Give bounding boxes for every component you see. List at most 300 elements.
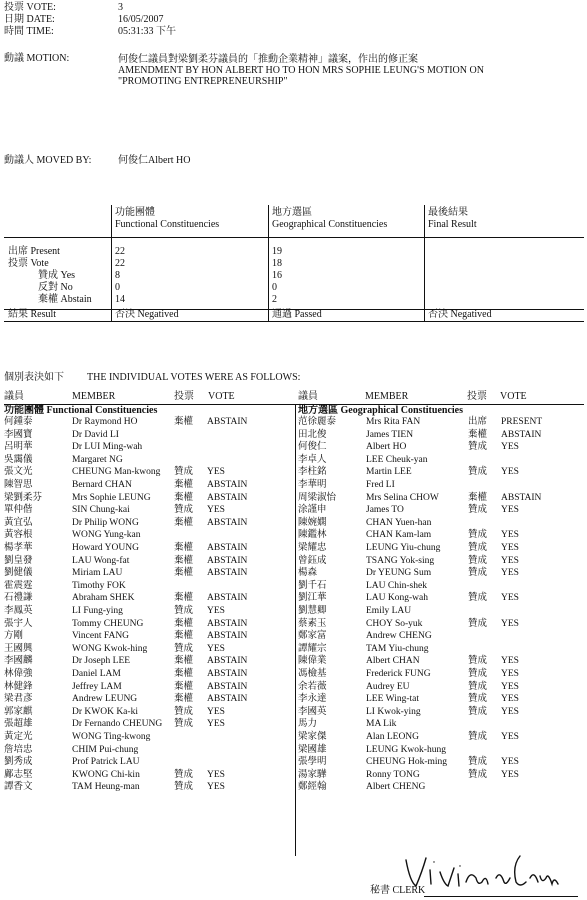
vote-zh: 棄權 (174, 694, 194, 705)
vote-zh: 贊成 (468, 669, 488, 679)
member-name-en: Dr KWOK Ka-ki (72, 706, 138, 717)
member-name-zh: 吳靄儀 (4, 454, 33, 465)
member-vote-row (298, 582, 583, 594)
result-gc-value: 19 (272, 246, 282, 257)
vote-zh: 贊成 (174, 643, 194, 654)
member-vote-row (298, 632, 583, 644)
member-name-en: WONG Ting-kwong (72, 732, 151, 742)
member-vote-row (298, 494, 583, 506)
vote-en: YES (501, 656, 519, 667)
moved-by-label: 動議人 MOVED BY: (4, 155, 92, 166)
result-fc-value: 0 (115, 282, 120, 293)
member-name-en: Albert CHAN (366, 656, 420, 667)
col-header-final-en: Final Result (428, 219, 477, 230)
member-name-zh: 梁君彥 (4, 694, 33, 705)
vote-zh: 贊成 (174, 706, 194, 717)
member-vote-row (298, 683, 583, 695)
member-name-en: Howard YOUNG (72, 543, 139, 553)
member-name-zh: 林健鋒 (4, 681, 33, 692)
member-vote-row (4, 418, 289, 430)
vote-zh: 贊成 (174, 782, 194, 793)
member-name-en: LAU Chin-shek (366, 580, 427, 591)
vote-zh: 棄權 (174, 555, 194, 566)
col-header-fc-zh: 功能團體 (115, 207, 155, 218)
member-name-en: Timothy FOK (72, 580, 126, 591)
member-name-en: Fred LI (366, 480, 395, 490)
vote-zh: 贊成 (468, 706, 488, 717)
member-vote-row (298, 733, 583, 745)
vote-zh: 贊成 (468, 732, 488, 742)
result-fc-value: 22 (115, 246, 125, 257)
member-name-zh: 單仲偕 (4, 505, 33, 516)
vote-en: YES (501, 706, 519, 717)
table-divider (111, 205, 112, 321)
member-name-zh: 張宇人 (4, 618, 33, 629)
member-name-en: Dr Philip WONG (72, 517, 139, 528)
member-vote-row (4, 456, 289, 468)
member-name-zh: 劉皇發 (4, 555, 33, 566)
member-vote-row (298, 506, 583, 518)
motion-text-zh: 何俊仁議員對梁劉柔芬議員的「推動企業精神」議案，作出的修正案 (118, 54, 418, 65)
member-vote-row (4, 746, 289, 758)
vote-zh: 贊成 (468, 593, 488, 604)
vote-zh: 棄權 (468, 429, 488, 440)
member-vote-row (298, 695, 583, 707)
vote-en: YES (501, 593, 519, 604)
member-name-en: MA Lik (366, 719, 397, 730)
member-name-zh: 李柱銘 (298, 467, 327, 478)
vote-en: ABSTAIN (501, 429, 542, 440)
member-name-zh: 黃宜弘 (4, 517, 33, 528)
member-vote-row (298, 620, 583, 632)
member-name-en: Dr LUI Ming-wah (72, 442, 143, 453)
member-name-en: Dr David LI (72, 429, 119, 440)
vote-en: ABSTAIN (207, 568, 248, 579)
member-vote-row (4, 431, 289, 443)
vote-number: 3 (118, 2, 123, 13)
member-name-zh: 方剛 (4, 631, 24, 642)
member-name-zh: 何俊仁 (298, 442, 327, 453)
vote-zh: 贊成 (468, 555, 488, 566)
member-vote-row (298, 418, 583, 430)
vote-en: YES (501, 530, 519, 541)
vote-en: ABSTAIN (207, 480, 248, 490)
col-header-gc-zh: 地方選區 (272, 207, 312, 218)
col-vote-zh: 投票 (174, 391, 194, 402)
vote-en: YES (207, 505, 225, 516)
table-divider (424, 205, 425, 321)
table-rule (4, 321, 584, 322)
vote-en: YES (501, 669, 519, 679)
member-name-zh: 張超雄 (4, 719, 33, 730)
member-vote-row (298, 657, 583, 669)
vote-en: YES (501, 555, 519, 566)
member-name-en: Albert HO (366, 442, 407, 453)
member-vote-row (4, 443, 289, 455)
member-name-zh: 林偉強 (4, 669, 33, 679)
member-name-zh: 張文光 (4, 467, 33, 478)
result-fc-value: 14 (115, 294, 125, 305)
vote-zh: 棄權 (174, 480, 194, 490)
member-name-zh: 劉秀成 (4, 757, 33, 768)
member-name-en: LEUNG Kwok-hung (366, 744, 446, 755)
member-name-zh: 李國寶 (4, 429, 33, 440)
member-vote-row (4, 645, 289, 657)
member-name-en: Albert CHENG (366, 782, 426, 793)
member-name-en: CHIM Pui-chung (72, 744, 139, 755)
member-name-en: Vincent FANG (72, 631, 130, 642)
vote-en: YES (501, 505, 519, 516)
member-name-zh: 呂明華 (4, 442, 33, 453)
member-vote-row (4, 708, 289, 720)
clerk-signature (400, 848, 570, 890)
vote-zh: 棄權 (174, 593, 194, 604)
member-name-zh: 鄭家富 (298, 631, 327, 642)
vote-en: ABSTAIN (207, 417, 248, 427)
member-name-zh: 曾鈺成 (298, 555, 327, 566)
member-name-en: Mrs Selina CHOW (366, 492, 439, 503)
member-vote-row (298, 443, 583, 455)
vote-en: YES (207, 606, 225, 616)
member-name-zh: 梁家傑 (298, 732, 327, 742)
vote-en: YES (501, 543, 519, 553)
member-name-en: Dr YEUNG Sum (366, 568, 432, 579)
member-vote-row (4, 607, 289, 619)
member-vote-row (4, 632, 289, 644)
signature-line (424, 896, 578, 897)
member-name-zh: 李鳳英 (4, 606, 33, 616)
member-name-en: James TIEN (366, 429, 414, 440)
member-vote-row (298, 708, 583, 720)
member-name-en: James TO (366, 505, 404, 516)
vote-en: YES (207, 719, 225, 730)
member-vote-row (4, 720, 289, 732)
vote-en: ABSTAIN (207, 555, 248, 566)
member-vote-row (298, 544, 583, 556)
member-name-en: LEUNG Yiu-chung (366, 543, 441, 553)
member-name-en: Dr Joseph LEE (72, 656, 131, 667)
member-vote-row (298, 771, 583, 783)
member-name-en: Ronny TONG (366, 769, 420, 780)
member-vote-row (298, 569, 583, 581)
vote-en: YES (501, 769, 519, 780)
member-name-en: CHOY So-yuk (366, 618, 423, 629)
member-name-en: Mrs Rita FAN (366, 417, 421, 427)
vote-en: ABSTAIN (207, 492, 248, 503)
vote-en: ABSTAIN (501, 492, 542, 503)
result-row-label: 贊成 Yes (38, 270, 76, 281)
member-name-en: Alan LEONG (366, 732, 420, 742)
member-name-en: Margaret NG (72, 454, 123, 465)
member-name-en: LAU Kong-wah (366, 593, 429, 604)
result-fc-value: 22 (115, 258, 125, 269)
member-name-en: Bernard CHAN (72, 480, 132, 490)
member-name-zh: 湯家驊 (298, 769, 327, 780)
member-name-en: SIN Chung-kai (72, 505, 130, 516)
col-header-fc-en: Functional Constituencies (115, 219, 220, 230)
vote-en: ABSTAIN (207, 543, 248, 553)
member-name-zh: 黃容根 (4, 530, 33, 541)
member-name-en: TAM Yiu-chung (366, 643, 429, 654)
vote-en: YES (207, 467, 225, 478)
member-name-zh: 劉健儀 (4, 568, 33, 579)
fc-section-heading: 功能團體 Functional Constituencies (4, 405, 158, 416)
vote-zh: 棄權 (174, 417, 194, 427)
member-name-en: Andrew LEUNG (72, 694, 138, 705)
result-gc-value: 2 (272, 294, 277, 305)
member-name-en: Martin LEE (366, 467, 412, 478)
member-vote-row (298, 557, 583, 569)
vote-en: YES (501, 681, 519, 692)
result-gc-value: 18 (272, 258, 282, 269)
col-vote-en: VOTE (208, 391, 235, 402)
vote-en: YES (207, 643, 225, 654)
vote-en: ABSTAIN (207, 694, 248, 705)
result-gc-value: 通過 Passed (272, 309, 322, 320)
member-name-zh: 譚香文 (4, 782, 33, 793)
votes-intro-zh: 個別表決如下 (4, 372, 64, 383)
vote-zh: 棄權 (174, 618, 194, 629)
result-row-label: 結果 Result (8, 309, 57, 320)
member-name-en: CHEUNG Hok-ming (366, 757, 448, 768)
member-name-zh: 李華明 (298, 480, 327, 490)
member-vote-row (4, 783, 289, 795)
vote-en: ABSTAIN (207, 656, 248, 667)
vote-zh: 贊成 (468, 442, 488, 453)
member-vote-row (4, 771, 289, 783)
member-name-zh: 石禮謙 (4, 593, 33, 604)
member-name-zh: 李永達 (298, 694, 327, 705)
col-member-en: MEMBER (72, 391, 116, 402)
result-row-label: 出席 Present (8, 246, 60, 257)
member-name-en: Audrey EU (366, 681, 410, 692)
vote-zh: 棄權 (174, 631, 194, 642)
result-gc-value: 0 (272, 282, 277, 293)
vote-en: YES (207, 782, 225, 793)
member-name-zh: 蔡素玉 (298, 618, 327, 629)
member-vote-row (4, 544, 289, 556)
date-label: 日期 DATE: (4, 14, 55, 25)
vote-en: YES (501, 442, 519, 453)
member-name-zh: 楊孝華 (4, 543, 33, 553)
member-vote-row (4, 670, 289, 682)
member-name-zh: 鄺志堅 (4, 769, 33, 780)
member-name-zh: 張學明 (298, 757, 327, 768)
member-vote-row (298, 519, 583, 531)
member-vote-row (4, 557, 289, 569)
member-name-zh: 梁國雄 (298, 744, 327, 755)
result-fc-value: 8 (115, 270, 120, 281)
result-row-label: 投票 Vote (8, 258, 49, 269)
votes-intro-en: THE INDIVIDUAL VOTES WERE AS FOLLOWS: (87, 372, 301, 383)
member-vote-row (4, 733, 289, 745)
member-name-zh: 余若薇 (298, 681, 327, 692)
motion-label: 動議 MOTION: (4, 53, 70, 64)
member-name-en: Dr Fernando CHEUNG (72, 719, 163, 730)
member-vote-row (298, 783, 583, 795)
vote-zh: 贊成 (468, 656, 488, 667)
moved-by-value: 何俊仁Albert HO (118, 155, 191, 166)
member-name-en: Frederick FUNG (366, 669, 431, 679)
member-name-zh: 范徐麗泰 (298, 417, 337, 427)
vote-en: YES (207, 769, 225, 780)
member-vote-row (4, 683, 289, 695)
member-name-en: Andrew CHENG (366, 631, 432, 642)
vote-en: YES (501, 467, 519, 478)
member-vote-row (4, 519, 289, 531)
member-vote-row (298, 456, 583, 468)
member-name-en: CHEUNG Man-kwong (72, 467, 161, 478)
vote-zh: 贊成 (468, 467, 488, 478)
member-vote-row (298, 670, 583, 682)
member-vote-row (4, 569, 289, 581)
member-name-zh: 周梁淑怡 (298, 492, 337, 503)
member-name-en: TAM Heung-man (72, 782, 140, 793)
member-name-zh: 霍震霆 (4, 580, 33, 591)
vote-en: ABSTAIN (207, 631, 248, 642)
member-name-zh: 劉千石 (298, 580, 327, 591)
member-vote-row (298, 431, 583, 443)
vote-zh: 棄權 (174, 656, 194, 667)
member-name-zh: 黃定光 (4, 732, 33, 742)
member-name-en: Emily LAU (366, 606, 412, 616)
member-name-zh: 馮檢基 (298, 669, 327, 679)
vote-zh: 贊成 (468, 543, 488, 553)
col-header-final-zh: 最後結果 (428, 207, 468, 218)
member-name-zh: 陳智思 (4, 480, 33, 490)
motion-text-en-line2: "PROMOTING ENTREPRENEURSHIP" (118, 76, 288, 87)
vote-en: YES (501, 757, 519, 768)
member-vote-row (4, 594, 289, 606)
vote-zh: 贊成 (468, 694, 488, 705)
clerk-label: 秘書 CLERK (370, 885, 426, 896)
member-name-en: TSANG Yok-sing (366, 555, 435, 566)
member-name-zh: 劉江華 (298, 593, 327, 604)
member-name-en: CHAN Yuen-han (366, 517, 432, 528)
member-vote-row (4, 468, 289, 480)
vote-zh: 棄權 (174, 681, 194, 692)
col-member-en: MEMBER (365, 391, 409, 402)
member-name-zh: 涂謹申 (298, 505, 327, 516)
vote-zh: 贊成 (174, 505, 194, 516)
vote-zh: 贊成 (468, 568, 488, 579)
vote-en: ABSTAIN (207, 593, 248, 604)
member-name-zh: 李國麟 (4, 656, 33, 667)
member-name-en: KWONG Chi-kin (72, 769, 140, 780)
member-vote-row (298, 607, 583, 619)
vote-label: 投票 VOTE: (4, 2, 56, 13)
result-row-label: 棄權 Abstain (38, 294, 92, 305)
col-header-gc-en: Geographical Constituencies (272, 219, 388, 230)
vote-en: ABSTAIN (207, 618, 248, 629)
member-name-en: WONG Yung-kan (72, 530, 141, 541)
member-name-en: Mrs Sophie LEUNG (72, 492, 151, 503)
vote-en: ABSTAIN (207, 681, 248, 692)
member-vote-row (4, 620, 289, 632)
member-name-en: LI Kwok-ying (366, 706, 421, 717)
member-name-zh: 梁劉柔芬 (4, 492, 43, 503)
member-name-en: CHAN Kam-lam (366, 530, 432, 541)
vote-zh: 贊成 (468, 769, 488, 780)
vote-zh: 贊成 (468, 681, 488, 692)
member-name-en: Miriam LAU (72, 568, 123, 579)
member-name-zh: 陳偉業 (298, 656, 327, 667)
vote-zh: 棄權 (174, 543, 194, 553)
result-final-value: 否決 Negatived (428, 309, 492, 320)
member-name-zh: 郭家麒 (4, 706, 33, 717)
member-vote-row (298, 758, 583, 770)
member-vote-row (4, 481, 289, 493)
member-vote-row (4, 657, 289, 669)
member-name-en: Jeffrey LAM (72, 681, 122, 692)
member-name-zh: 何鍾泰 (4, 417, 33, 427)
vote-en: ABSTAIN (207, 517, 248, 528)
time-label: 時間 TIME: (4, 26, 54, 37)
member-name-zh: 梁耀忠 (298, 543, 327, 553)
member-name-en: WONG Kwok-hing (72, 643, 148, 654)
member-name-zh: 楊森 (298, 568, 318, 579)
member-name-zh: 陳婉嫻 (298, 517, 327, 528)
member-name-zh: 田北俊 (298, 429, 327, 440)
member-name-zh: 馬力 (298, 719, 318, 730)
col-vote-en: VOTE (500, 391, 527, 402)
result-row-label: 反對 No (38, 282, 73, 293)
col-vote-zh: 投票 (467, 391, 487, 402)
vote-zh: 棄權 (468, 492, 488, 503)
member-vote-row (298, 746, 583, 758)
member-vote-row (4, 494, 289, 506)
vote-zh: 出席 (468, 417, 488, 427)
member-name-en: Dr Raymond HO (72, 417, 138, 427)
col-member-zh: 議員 (4, 391, 24, 402)
gc-section-heading: 地方選區 Geographical Constituencies (298, 405, 463, 416)
member-name-en: LI Fung-ying (72, 606, 123, 616)
vote-en: YES (501, 568, 519, 579)
member-name-en: LAU Wong-fat (72, 555, 130, 566)
vote-zh: 棄權 (174, 492, 194, 503)
vote-zh: 贊成 (174, 606, 194, 616)
member-name-zh: 鄭經翰 (298, 782, 327, 793)
vote-zh: 贊成 (174, 467, 194, 478)
member-vote-row (4, 582, 289, 594)
vote-en: YES (207, 706, 225, 717)
member-vote-row (4, 758, 289, 770)
member-name-en: Prof Patrick LAU (72, 757, 140, 768)
result-fc-value: 否決 Negatived (115, 309, 179, 320)
member-name-zh: 詹培忠 (4, 744, 33, 755)
member-name-zh: 李國英 (298, 706, 327, 717)
vote-zh: 棄權 (174, 669, 194, 679)
motion-text (118, 54, 578, 87)
table-rule (4, 237, 584, 238)
vote-zh: 棄權 (174, 568, 194, 579)
member-vote-row (298, 481, 583, 493)
vote-zh: 贊成 (174, 719, 194, 730)
member-name-en: Abraham SHEK (72, 593, 135, 604)
member-name-zh: 劉慧卿 (298, 606, 327, 616)
table-divider (268, 205, 269, 321)
vote-zh: 贊成 (468, 530, 488, 541)
time-value: 05:31:33 下午 (118, 26, 177, 37)
vote-en: PRESENT (501, 417, 543, 427)
vote-zh: 贊成 (174, 769, 194, 780)
member-vote-row (298, 594, 583, 606)
member-vote-row (298, 720, 583, 732)
vote-en: YES (501, 694, 519, 705)
member-name-en: Daniel LAM (72, 669, 121, 679)
vote-en: YES (501, 732, 519, 742)
member-name-en: Tommy CHEUNG (72, 618, 144, 629)
